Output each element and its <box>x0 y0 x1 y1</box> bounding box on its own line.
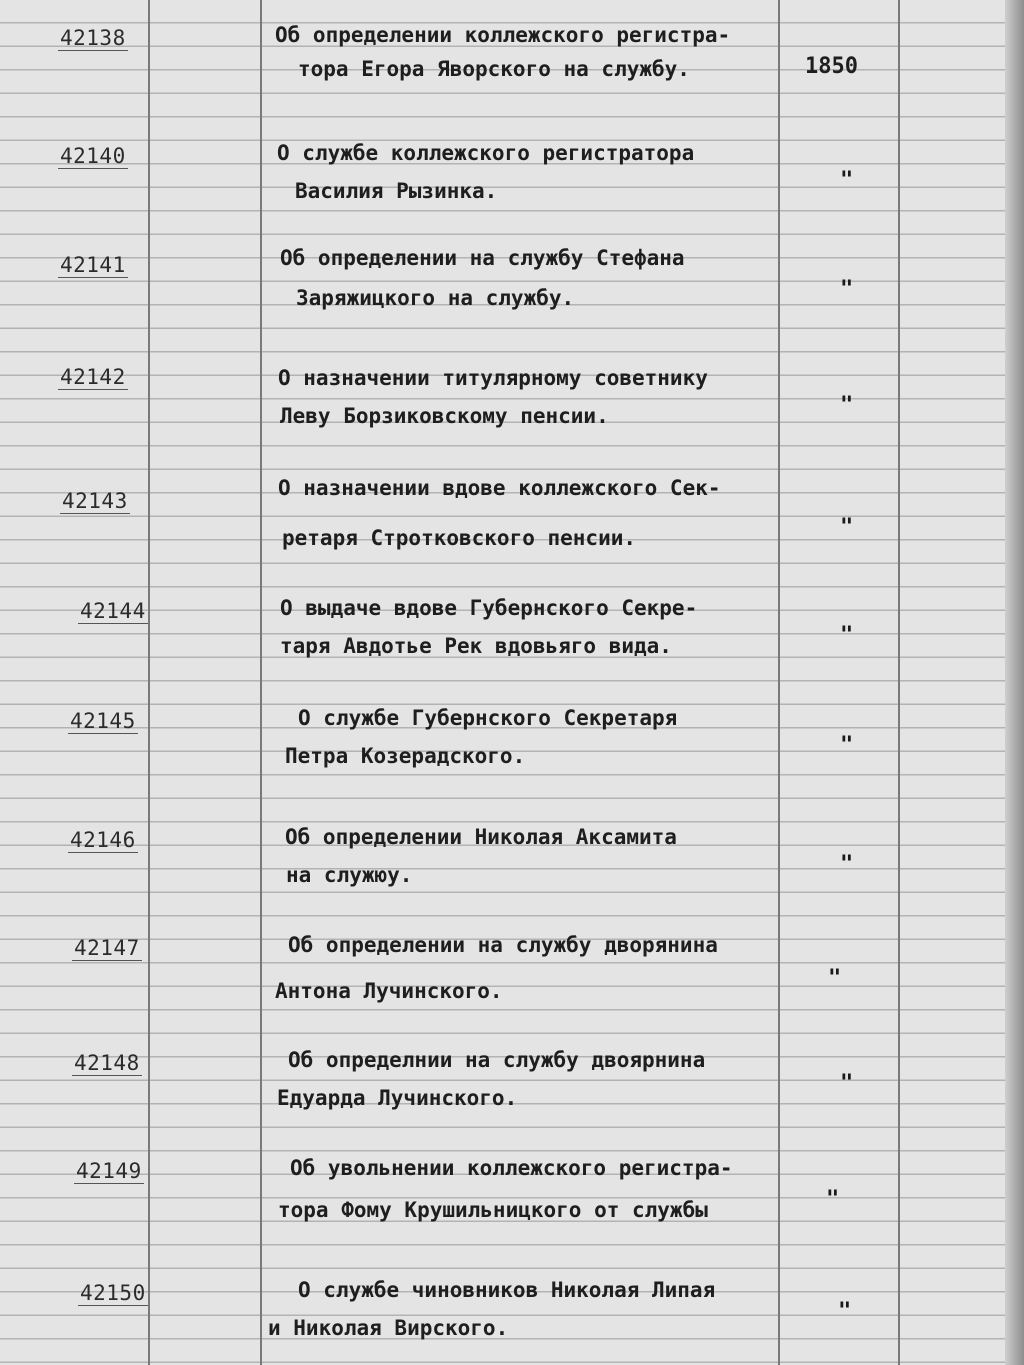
ditto-mark: " <box>826 1187 840 1212</box>
entry-line-2: таря Авдотье Рек вдовьяго вида. <box>280 634 672 658</box>
ledger-entry <box>0 593 1005 705</box>
entry-number: 42144 <box>80 599 146 623</box>
entry-line-1: О назначении вдове коллежского Сек- <box>278 476 721 500</box>
ditto-mark: " <box>840 1071 854 1096</box>
entry-number: 42148 <box>74 1051 140 1075</box>
ledger-entry <box>0 363 1005 475</box>
page-edge <box>1005 0 1024 1365</box>
entry-line-2: Антона Лучинского. <box>275 979 503 1003</box>
entry-number: 42150 <box>80 1281 146 1305</box>
year-label: 1850 <box>805 54 858 79</box>
entry-line-1: Об определении на службу дворянина <box>288 933 718 957</box>
entry-line-1: Об определении коллежского регистра- <box>275 23 731 47</box>
ditto-mark: " <box>840 623 854 648</box>
entry-number: 42140 <box>60 144 126 168</box>
entry-line-2: Василия Рызинка. <box>295 179 498 203</box>
entry-line-1: О службе коллежского регистратора <box>277 141 695 165</box>
entry-number: 42143 <box>62 489 128 513</box>
entry-line-2: Едуарда Лучинского. <box>277 1086 518 1110</box>
entry-line-1: О назначении титулярному советнику <box>278 366 708 390</box>
ledger-entry <box>0 20 1005 132</box>
entry-line-2: тора Егора Яворского на службу. <box>298 57 690 81</box>
entry-line-2: Леву Борзиковскому пенсии. <box>280 404 609 428</box>
entry-number: 42142 <box>60 365 126 389</box>
entry-line-1: О службе чиновников Николая Липая <box>298 1278 716 1302</box>
ditto-mark: " <box>840 515 854 540</box>
entry-line-1: О выдаче вдове Губернского Секре- <box>280 596 698 620</box>
ledger-entry <box>0 1045 1005 1157</box>
ledger-entry <box>0 243 1005 355</box>
ditto-mark: " <box>840 733 854 758</box>
ledger-entry <box>0 1275 1005 1365</box>
ledger-entry <box>0 930 1005 1042</box>
entry-number: 42146 <box>70 828 136 852</box>
ditto-mark: " <box>828 966 842 991</box>
entry-line-1: Об определнии на службу двоярнина <box>288 1048 706 1072</box>
ledger-entry <box>0 703 1005 815</box>
ledger-entry <box>0 822 1005 934</box>
ditto-mark: " <box>840 852 854 877</box>
entry-line-2: ретаря Стротковского пенсии. <box>282 526 637 550</box>
entry-line-2: тора Фому Крушильницкого от службы <box>278 1198 708 1222</box>
entry-line-2: и Николая Вирского. <box>268 1316 509 1340</box>
ditto-mark: " <box>840 393 854 418</box>
entry-line-1: О службе Губернского Секретаря <box>298 706 678 730</box>
ditto-mark: " <box>840 277 854 302</box>
ledger-entry <box>0 473 1005 585</box>
ditto-mark: " <box>840 168 854 193</box>
entry-number: 42138 <box>60 26 126 50</box>
entry-line-1: Об определении Николая Аксамита <box>285 825 677 849</box>
entry-line-2: на служюу. <box>286 863 413 887</box>
entry-number: 42149 <box>76 1159 142 1183</box>
entry-number: 42141 <box>60 253 126 277</box>
ledger-entry <box>0 138 1005 250</box>
entry-line-2: Заряжицкого на службу. <box>296 286 575 310</box>
ditto-mark: " <box>838 1299 852 1324</box>
entry-number: 42147 <box>74 936 140 960</box>
entry-line-1: Об определении на службу Стефана <box>280 246 685 270</box>
entry-line-1: Об увольнении коллежского регистра- <box>290 1156 733 1180</box>
entry-line-2: Петра Козерадского. <box>285 744 526 768</box>
entry-number: 42145 <box>70 709 136 733</box>
ledger-entry <box>0 1153 1005 1265</box>
